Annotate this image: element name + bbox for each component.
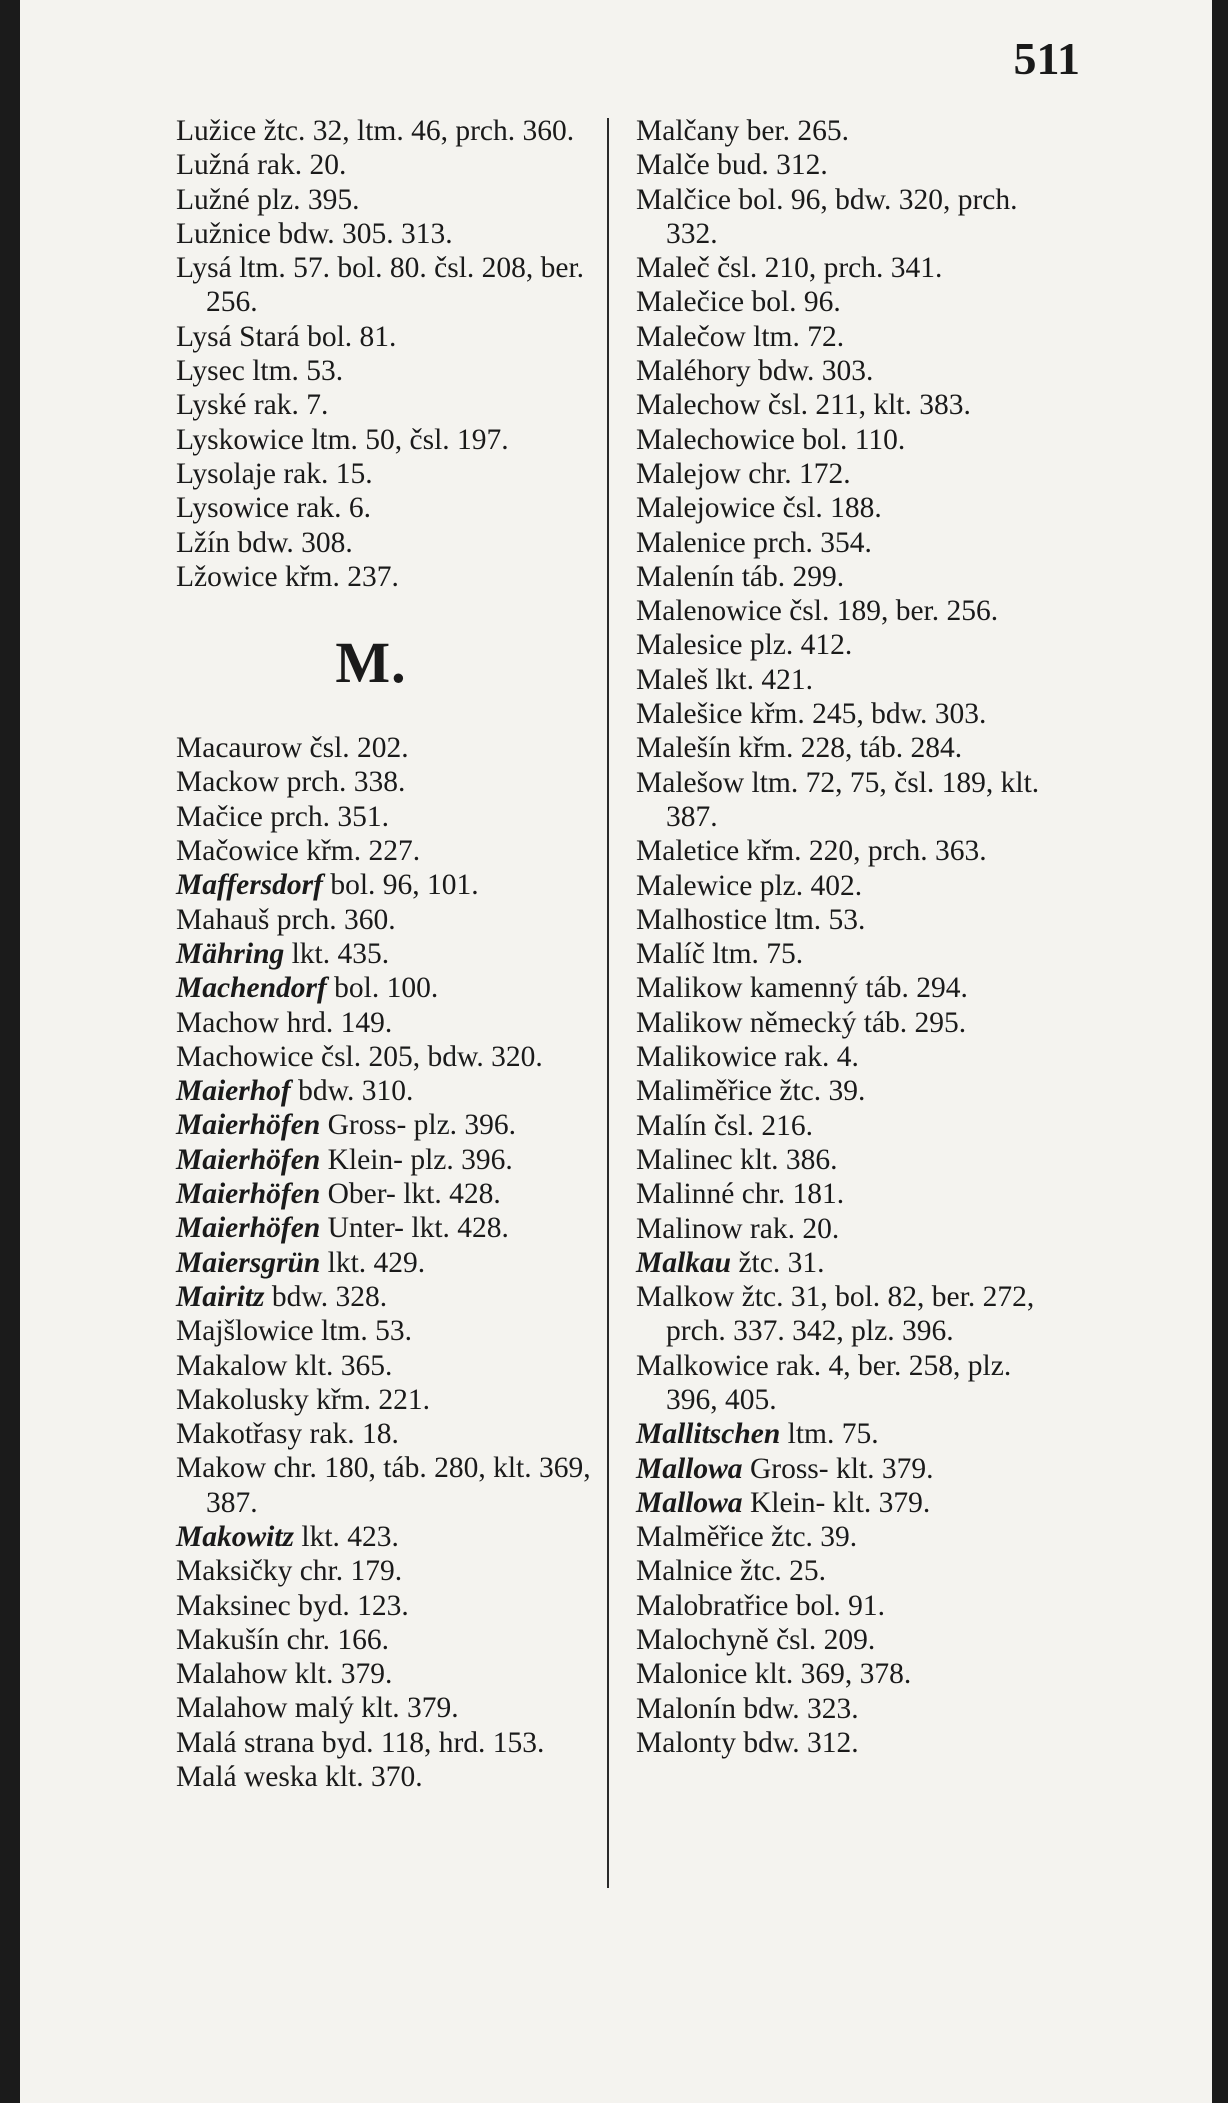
entry-page-references: prch. 338.	[286, 766, 406, 799]
entry-page-references: Ober- lkt. 428.	[327, 1178, 501, 1211]
entry-page-references: Gross- plz. 396.	[327, 1109, 517, 1142]
entry-place-name: Makow	[176, 1452, 267, 1485]
entry-page-references: ber. 265.	[746, 115, 850, 147]
entry-place-name: Maléhory	[636, 355, 751, 388]
entry-page-references: Unter- lkt. 428.	[327, 1212, 509, 1245]
entry-page-references: lkt. 423.	[301, 1520, 399, 1553]
entry-page-references: chr. 181.	[741, 1178, 845, 1211]
entry-place-name: Malečow	[636, 320, 746, 353]
entry-place-name: Malenice	[636, 526, 746, 559]
entry-place-name: Malonty	[636, 1726, 736, 1759]
entry-page-references: ltm. 75.	[787, 1418, 879, 1451]
entry-place-name: Makalow	[176, 1349, 288, 1382]
index-entry	[176, 1314, 606, 1348]
entry-place-name: Lžín	[176, 526, 231, 559]
entry-place-name: Makotřasy	[176, 1418, 303, 1451]
index-entry	[176, 457, 606, 491]
index-entry	[176, 1589, 606, 1623]
entry-place-name: Machow	[176, 1006, 280, 1039]
entry-page-references: čsl. 209.	[776, 1624, 876, 1657]
entry-place-name: Malkau	[636, 1246, 732, 1279]
index-entry	[636, 1726, 1066, 1760]
entry-place-name: Maksičky	[176, 1555, 293, 1588]
entry-page-references: Gross- klt. 379.	[749, 1452, 934, 1485]
entry-page-references: Klein- plz. 396.	[327, 1143, 513, 1176]
entry-place-name: Malonín	[636, 1692, 736, 1725]
entry-page-references: ltm. 53.	[321, 1315, 412, 1348]
entry-page-references: žtc. 25.	[740, 1555, 827, 1588]
entry-page-references: čsl. 216.	[713, 1109, 813, 1142]
index-entry	[176, 1177, 606, 1211]
index-entry	[636, 251, 1066, 285]
index-entry	[176, 1006, 606, 1040]
entry-page-references: rak. 20.	[749, 1212, 840, 1245]
index-entry	[176, 320, 606, 354]
entry-place-name: Lužnice	[176, 217, 271, 250]
entry-page-references: ltm. 72, 75, čsl. 189, klt. 387.	[666, 766, 1040, 833]
index-entry	[636, 354, 1066, 388]
index-entry	[176, 1383, 606, 1417]
index-entry	[636, 663, 1066, 697]
entry-place-name: Malewice	[636, 869, 753, 902]
entry-page-references: prch. 354.	[753, 526, 872, 559]
index-entry	[176, 903, 606, 937]
index-entry	[176, 526, 606, 560]
entry-page-references: plz. 402.	[759, 869, 863, 902]
entry-place-name: Malčany	[636, 115, 740, 147]
entry-page-references: bdw. 323.	[743, 1692, 859, 1725]
index-entry	[636, 1280, 1066, 1349]
entry-page-references: táb. 295.	[863, 1006, 967, 1039]
entry-page-references: křm. 237.	[284, 560, 399, 593]
entry-page-references: klt. 379.	[361, 1692, 459, 1725]
index-entry	[636, 388, 1066, 422]
index-entry	[176, 765, 606, 799]
entry-page-references: plz. 395.	[257, 183, 360, 216]
index-entry	[176, 1554, 606, 1588]
index-entry	[636, 1074, 1066, 1108]
entry-place-name: Malenowice	[636, 595, 782, 628]
entry-page-references: čsl. 211, klt. 383.	[767, 389, 971, 422]
entry-page-references: rak. 4, ber. 258, plz. 396, 405.	[666, 1349, 1012, 1416]
entry-page-references: rak. 20.	[257, 149, 347, 182]
index-entry	[636, 526, 1066, 560]
index-entry	[636, 114, 1066, 148]
entry-place-name: Malejow	[636, 457, 741, 490]
index-entry	[636, 183, 1066, 252]
index-entry	[176, 1691, 606, 1725]
entry-page-references: bol. 96, bdw. 320, prch. 332.	[666, 183, 1018, 250]
entry-page-references: čsl. 189, ber. 256.	[789, 595, 999, 628]
entry-place-name: Malíč	[636, 938, 705, 971]
entry-place-name: Lužice	[176, 115, 257, 147]
entry-place-name: Malnice	[636, 1555, 733, 1588]
index-entry	[636, 903, 1066, 937]
entry-place-name: Malahow	[176, 1658, 288, 1691]
index-entry	[176, 1108, 606, 1142]
entry-place-name: Malečice	[636, 286, 745, 319]
entry-place-name: Malenín	[636, 560, 735, 593]
entry-page-references: žtc. 39.	[779, 1075, 866, 1108]
entry-page-references: křm. 220, prch. 363.	[746, 835, 987, 868]
index-entry	[636, 1212, 1066, 1246]
entry-page-references: křm. 245, bdw. 303.	[749, 698, 987, 731]
index-entry	[636, 1040, 1066, 1074]
index-entry	[176, 1657, 606, 1691]
entry-place-name: Lysá	[176, 252, 232, 285]
entry-page-references: bol. 96, 101.	[330, 869, 479, 902]
entry-page-references: čsl. 210, prch. 341.	[717, 252, 943, 285]
entries-before-section	[176, 114, 606, 594]
entry-place-name: Mallitschen	[636, 1418, 781, 1451]
entry-page-references: hrd. 149.	[286, 1006, 393, 1039]
entry-page-references: rak. 6.	[296, 492, 371, 525]
entry-place-name: Malá strana	[176, 1726, 315, 1759]
entry-place-name: Malechow	[636, 389, 761, 422]
index-entry	[636, 1623, 1066, 1657]
entry-place-name: Malhostice	[636, 903, 768, 936]
entry-place-name: Lužná	[176, 149, 250, 182]
entry-place-name: Makowitz	[176, 1520, 295, 1553]
index-entry	[176, 937, 606, 971]
entry-page-references: bdw. 328.	[271, 1280, 388, 1313]
index-entry	[176, 1143, 606, 1177]
entry-page-references: byd. 123.	[298, 1589, 409, 1622]
entry-place-name: Mačice	[176, 800, 263, 833]
entry-page-references: bdw. 312.	[743, 1726, 859, 1759]
entry-page-references: křm. 221.	[316, 1383, 431, 1416]
index-entry	[636, 1589, 1066, 1623]
index-entry	[176, 1520, 606, 1554]
index-entry	[176, 1623, 606, 1657]
right-column	[636, 114, 1066, 1760]
entry-place-name: Malochyně	[636, 1624, 769, 1657]
index-entry	[176, 1726, 606, 1760]
entry-page-references: rak. 4.	[784, 1041, 859, 1074]
index-entry	[636, 594, 1066, 628]
entry-page-references: klt. 369, 378.	[754, 1658, 912, 1691]
entry-page-references: žtc. 32, ltm. 46, prch. 360.	[263, 115, 575, 147]
index-entry	[176, 1040, 606, 1074]
index-entry	[636, 285, 1066, 319]
index-entry	[636, 766, 1066, 835]
index-entry	[176, 1211, 606, 1245]
entry-place-name: Lysolaje	[176, 457, 276, 490]
index-entry	[636, 491, 1066, 525]
entry-page-references: chr. 180, táb. 280, klt. 369, 387.	[206, 1452, 591, 1519]
entry-page-references: prch. 351.	[270, 800, 389, 833]
entry-page-references: rak. 7.	[253, 389, 329, 422]
entry-place-name: Mačowice	[176, 835, 299, 868]
index-entry	[176, 1349, 606, 1383]
entry-page-references: bol. 100.	[334, 972, 439, 1005]
book-page	[20, 0, 1212, 2103]
index-entry	[176, 800, 606, 834]
entry-page-references: ltm. 53.	[774, 903, 866, 936]
entry-place-name: Lyské	[176, 389, 247, 422]
entry-page-references: čsl. 188.	[782, 492, 882, 525]
entry-place-name: Malechowice	[636, 423, 795, 456]
entry-page-references: žtc. 39.	[771, 1521, 858, 1554]
entry-place-name: Malejowice	[636, 492, 776, 525]
section-heading-letter: M.	[335, 629, 407, 695]
index-entry	[636, 1417, 1066, 1451]
index-entry	[176, 354, 606, 388]
entry-place-name: Malinow	[636, 1212, 743, 1245]
index-entry	[176, 731, 606, 765]
entry-place-name: Malikow německý	[636, 1006, 857, 1039]
index-entry	[636, 937, 1066, 971]
entry-place-name: Maleš	[636, 663, 709, 696]
entry-place-name: Malešow	[636, 766, 745, 799]
entry-place-name: Lžowice	[176, 560, 278, 593]
entry-place-name: Malkowice	[636, 1349, 769, 1382]
entry-page-references: rak. 15.	[283, 457, 373, 490]
entry-place-name: Malesice	[636, 629, 743, 662]
entry-page-references: čsl. 202.	[309, 732, 409, 765]
index-entry	[636, 1657, 1066, 1691]
entry-place-name: Malahow malý	[176, 1692, 354, 1725]
index-entry	[636, 697, 1066, 731]
index-entry	[176, 971, 606, 1005]
entry-place-name: Maierhöfen	[176, 1143, 321, 1176]
entry-page-references: křm. 228, táb. 284.	[738, 732, 963, 765]
entry-place-name: Makolusky	[176, 1383, 309, 1416]
entry-page-references: ltm. 53.	[252, 355, 344, 388]
entry-page-references: křm. 227.	[306, 835, 421, 868]
index-entry	[176, 423, 606, 457]
index-entry	[176, 1451, 606, 1520]
entry-page-references: byd. 118, hrd. 153.	[321, 1726, 545, 1759]
index-entry	[636, 1692, 1066, 1726]
index-entry	[636, 148, 1066, 182]
index-entry	[636, 1520, 1066, 1554]
index-entry	[176, 1417, 606, 1451]
entry-page-references: čsl. 205, bdw. 320.	[320, 1040, 543, 1073]
entry-page-references: klt. 370.	[325, 1761, 423, 1794]
entry-place-name: Maierhöfen	[176, 1109, 321, 1142]
entry-place-name: Malinné	[636, 1178, 735, 1211]
entry-place-name: Maierhof	[176, 1075, 291, 1108]
entry-page-references: bdw. 303.	[758, 355, 874, 388]
entry-page-references: chr. 172.	[748, 457, 851, 490]
page-number: 511	[1013, 33, 1080, 84]
entry-place-name: Mackow	[176, 766, 280, 799]
entry-place-name: Malikow kamenný	[636, 972, 859, 1005]
entry-place-name: Mallowa	[636, 1452, 743, 1485]
entry-page-references: lkt. 435.	[291, 937, 390, 970]
entry-page-references: bol. 110.	[802, 423, 906, 456]
entry-place-name: Machowice	[176, 1040, 314, 1073]
index-entry	[176, 560, 606, 594]
entries-after-section	[176, 731, 606, 1794]
entry-place-name: Malešín	[636, 732, 732, 765]
entry-place-name: Macaurow	[176, 732, 303, 765]
entry-place-name: Lyskowice	[176, 423, 304, 456]
entry-page-references: prch. 360.	[276, 903, 396, 936]
entry-place-name: Mallowa	[636, 1486, 743, 1519]
index-entry	[636, 628, 1066, 662]
entry-place-name: Maiersgrün	[176, 1246, 321, 1279]
entry-place-name: Maletice	[636, 835, 740, 868]
index-entry	[636, 423, 1066, 457]
entry-page-references: bdw. 308.	[237, 526, 353, 559]
entry-page-references: klt. 365.	[294, 1349, 393, 1382]
index-entry	[176, 1760, 606, 1794]
entry-page-references: bdw. 305. 313.	[278, 217, 453, 250]
entry-page-references: rak. 18.	[309, 1418, 399, 1451]
index-entry	[636, 869, 1066, 903]
entry-place-name: Majšlowice	[176, 1315, 314, 1348]
index-entry	[636, 834, 1066, 868]
entry-page-references: ltm. 72.	[753, 320, 845, 353]
entries-right	[636, 114, 1066, 1760]
entry-place-name: Makušín	[176, 1623, 280, 1656]
index-entry	[176, 217, 606, 251]
entry-page-references: Klein- klt. 379.	[749, 1486, 931, 1519]
entry-place-name: Malčice	[636, 183, 731, 216]
entry-page-references: lkt. 421.	[715, 663, 813, 696]
entry-place-name: Maliměřice	[636, 1075, 772, 1108]
index-entry	[636, 971, 1066, 1005]
entry-place-name: Maffersdorf	[176, 869, 323, 902]
entry-place-name: Malešice	[636, 698, 743, 731]
entry-page-references: plz. 412.	[749, 629, 853, 662]
index-entry	[176, 388, 606, 422]
entry-place-name: Mahauš	[176, 903, 270, 936]
entry-page-references: klt. 379.	[294, 1658, 393, 1691]
index-entry	[176, 868, 606, 902]
entry-place-name: Lysá Stará	[176, 320, 300, 353]
index-entry	[176, 1280, 606, 1314]
entry-place-name: Malinec	[636, 1143, 733, 1176]
index-entry	[176, 148, 606, 182]
entry-page-references: žtc. 31, bol. 82, ber. 272, prch. 337. 342, plz. 396.	[666, 1281, 1035, 1348]
index-entry	[636, 731, 1066, 765]
index-entry	[176, 1074, 606, 1108]
index-entry	[636, 560, 1066, 594]
column-divider	[607, 118, 609, 1888]
entry-page-references: táb. 294.	[865, 972, 968, 1005]
entry-page-references: lkt. 429.	[327, 1246, 426, 1279]
index-entry	[176, 834, 606, 868]
entry-page-references: bol. 91.	[795, 1589, 886, 1622]
entry-place-name: Maleč	[636, 252, 710, 285]
index-entry	[636, 1109, 1066, 1143]
entry-place-name: Mähring	[176, 937, 285, 970]
entry-place-name: Lužné	[176, 183, 250, 216]
entry-page-references: ltm. 57. bol. 80. čsl. 208, ber. 256.	[206, 252, 585, 319]
index-entry	[636, 1486, 1066, 1520]
entry-page-references: klt. 386.	[740, 1143, 838, 1176]
entry-page-references: táb. 299.	[741, 560, 845, 593]
index-entry	[636, 1143, 1066, 1177]
entry-page-references: bol. 96.	[751, 286, 841, 319]
index-entry	[636, 1452, 1066, 1486]
index-entry	[636, 457, 1066, 491]
entry-page-references: ltm. 75.	[712, 938, 804, 971]
entry-place-name: Machendorf	[176, 972, 327, 1005]
index-entry	[636, 1554, 1066, 1588]
entry-page-references: bud. 312.	[717, 149, 828, 182]
index-entry	[176, 491, 606, 525]
entry-place-name: Malměřice	[636, 1521, 764, 1554]
entry-page-references: ltm. 50, čsl. 197.	[311, 423, 509, 456]
index-entry	[176, 251, 606, 320]
entry-place-name: Malikowice	[636, 1041, 777, 1074]
entry-place-name: Malá weska	[176, 1761, 318, 1794]
entry-place-name: Malonice	[636, 1658, 748, 1691]
index-entry	[636, 320, 1066, 354]
entry-place-name: Mairitz	[176, 1280, 265, 1313]
entry-place-name: Maierhöfen	[176, 1212, 321, 1245]
entry-place-name: Maksinec	[176, 1589, 291, 1622]
index-entry	[636, 1246, 1066, 1280]
entry-place-name: Malobratřice	[636, 1589, 789, 1622]
index-entry	[636, 1006, 1066, 1040]
entry-place-name: Lysowice	[176, 492, 290, 525]
entry-page-references: chr. 166.	[286, 1623, 390, 1656]
entry-place-name: Maierhöfen	[176, 1178, 321, 1211]
entry-place-name: Malín	[636, 1109, 707, 1142]
entry-place-name: Lysec	[176, 355, 245, 388]
index-entry	[176, 183, 606, 217]
entry-place-name: Malkow	[636, 1281, 735, 1314]
entry-page-references: bol. 81.	[307, 320, 397, 353]
index-entry	[636, 1177, 1066, 1211]
index-entry	[636, 1349, 1066, 1418]
entry-page-references: žtc. 31.	[738, 1246, 825, 1279]
index-entry	[176, 114, 606, 148]
index-entry	[176, 1246, 606, 1280]
entry-page-references: chr. 179.	[299, 1555, 403, 1588]
entry-place-name: Malče	[636, 149, 710, 182]
left-column	[176, 114, 606, 1794]
entry-page-references: bdw. 310.	[298, 1075, 414, 1108]
